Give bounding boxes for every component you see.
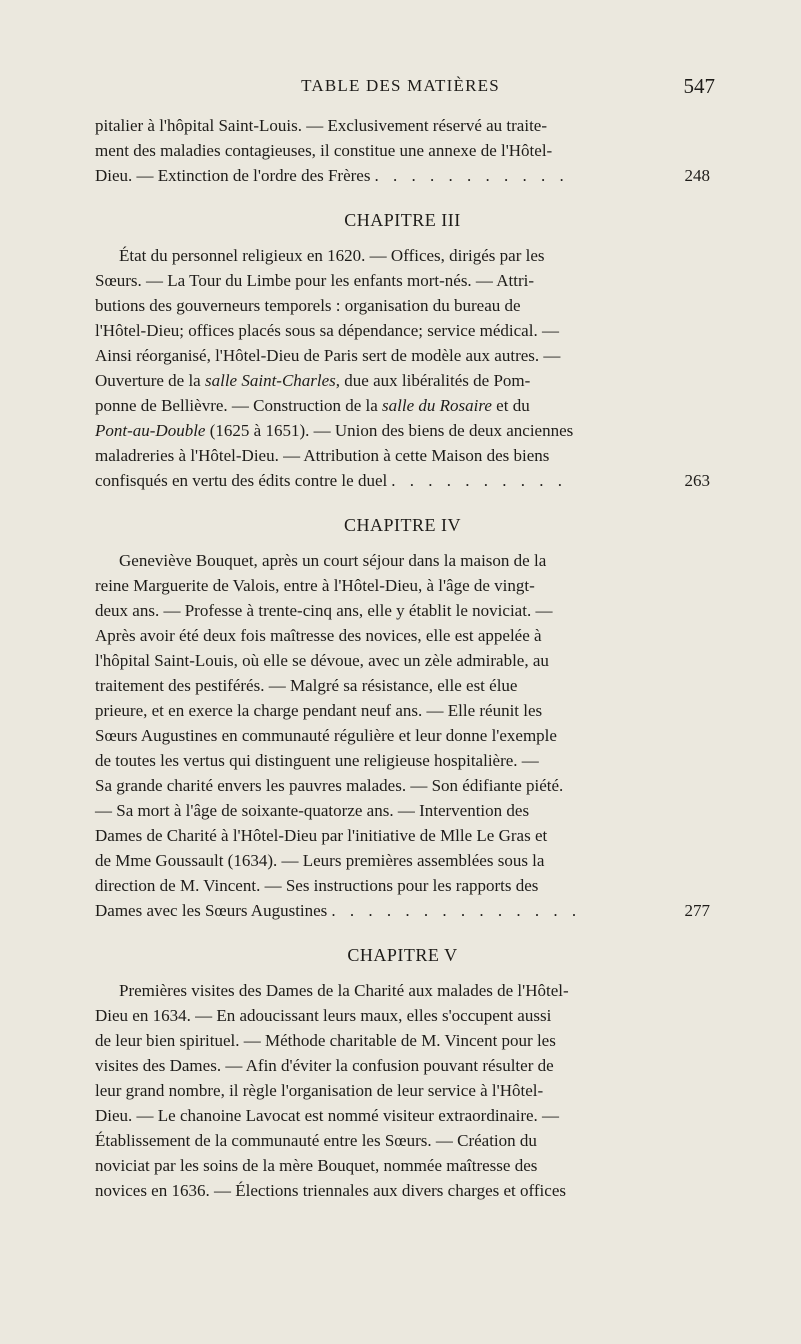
leader-line	[95, 163, 710, 188]
page-number: 547	[683, 74, 715, 98]
text-line: Sœurs. — La Tour du Limbe pour les enfants mort-nés. — Attri-	[95, 271, 535, 290]
text-line: pitalier à l'hôpital Saint-Louis. — Exclusivement réservé au traite-	[95, 116, 548, 135]
text-segment: ponne de Bellièvre. — Construction de la	[95, 396, 383, 415]
text-line: Après avoir été deux fois maîtresse des novices, elle est appelée à	[95, 626, 542, 645]
text-line: État du personnel religieux en 1620. — Offices, dirigés par les	[119, 246, 545, 265]
dot-leader: . . . . . . . . . . . . . .	[331, 901, 582, 920]
text-line	[95, 368, 710, 393]
text-segment: (1625 à 1651). — Union des biens de deux anciennes	[205, 421, 574, 440]
text-line: Dieu en 1634. — En adoucissant leurs maux, elles s'occupent aussi	[95, 1006, 552, 1025]
text-line: de leur bien spirituel. — Méthode charitable de M. Vincent pour les	[95, 1031, 556, 1050]
text-line	[95, 393, 710, 418]
text-line: Dieu. — Le chanoine Lavocat est nommé visiteur extraordinaire. —	[95, 1106, 560, 1125]
chapter-iv-summary	[95, 548, 710, 923]
text-line: visites des Dames. — Afin d'éviter la confusion pouvant résulter de	[95, 1056, 554, 1075]
italic-title: salle Saint-Charles	[204, 371, 336, 390]
text-line: Sœurs Augustines en communauté régulière et leur donne l'exemple	[95, 726, 557, 745]
text-line: de toutes les vertus qui distinguent une religieuse hospitalière. —	[95, 751, 539, 770]
text-segment: et du	[491, 396, 530, 415]
text-line: — Sa mort à l'âge de soixante-quatorze ans. — Intervention des	[95, 801, 530, 820]
text-line: de Mme Goussault (1634). — Leurs premières assemblées sous la	[95, 851, 545, 870]
page-reference: 248	[684, 166, 710, 185]
text-line: maladreries à l'Hôtel-Dieu. — Attribution à cette Maison des biens	[95, 446, 550, 465]
text-line: Sa grande charité envers les pauvres malades. — Son édifiante piété.	[95, 776, 564, 795]
leader-line	[95, 468, 710, 493]
table-of-contents	[95, 113, 710, 1203]
entry-last-line: Dames avec les Sœurs Augustines	[95, 901, 328, 920]
chapter-iii-summary	[95, 243, 710, 493]
text-line: Premières visites des Dames de la Charité aux malades de l'Hôtel-	[119, 981, 569, 1000]
entry-last-line: confisqués en vertu des édits contre le duel	[95, 471, 388, 490]
text-line	[95, 418, 710, 443]
chapter-heading-iii: CHAPITRE III	[344, 210, 461, 230]
entry-last-line: Dieu. — Extinction de l'ordre des Frères	[95, 166, 371, 185]
chapter-v-summary	[95, 978, 710, 1203]
text-line: noviciat par les soins de la mère Bouquet, nommée maîtresse des	[95, 1156, 538, 1175]
page-reference: 263	[684, 471, 710, 490]
toc-entry-continuation	[95, 113, 710, 188]
chapter-heading-iv: CHAPITRE IV	[344, 515, 461, 535]
italic-title: Pont-au-Double	[95, 421, 206, 440]
text-line: Ainsi réorganisé, l'Hôtel-Dieu de Paris sert de modèle aux autres. —	[95, 346, 561, 365]
running-header	[0, 76, 801, 100]
text-segment: Ouverture de la	[95, 371, 205, 390]
text-line: Établissement de la communauté entre les Sœurs. — Création du	[95, 1131, 537, 1150]
text-line: Geneviève Bouquet, après un court séjour dans la maison de la	[119, 551, 547, 570]
text-line: Dames de Charité à l'Hôtel-Dieu par l'initiative de Mlle Le Gras et	[95, 826, 548, 845]
text-line: butions des gouverneurs temporels : organisation du bureau de	[95, 296, 521, 315]
text-segment: , due aux libéralités de Pom-	[335, 371, 531, 390]
page-reference: 277	[684, 901, 710, 920]
text-line: prieure, et en exerce la charge pendant neuf ans. — Elle réunit les	[95, 701, 543, 720]
dot-leader: . . . . . . . . . .	[391, 471, 567, 490]
text-line: l'Hôtel-Dieu; offices placés sous sa dépendance; service médical. —	[95, 321, 559, 340]
text-line: novices en 1636. — Élections triennales aux divers charges et offices	[95, 1181, 566, 1200]
text-line: direction de M. Vincent. — Ses instructions pour les rapports des	[95, 876, 539, 895]
text-line: deux ans. — Professe à trente-cinq ans, elle y établit le noviciat. —	[95, 601, 553, 620]
running-title: TABLE DES MATIÈRES	[301, 76, 500, 95]
text-line: l'hôpital Saint-Louis, où elle se dévoue, avec un zèle admirable, au	[95, 651, 549, 670]
text-line: reine Marguerite de Valois, entre à l'Hôtel-Dieu, à l'âge de vingt-	[95, 576, 535, 595]
italic-title: salle du Rosaire	[382, 396, 492, 415]
text-line: traitement des pestiférés. — Malgré sa résistance, elle est élue	[95, 676, 518, 695]
chapter-heading-v: CHAPITRE V	[347, 945, 458, 965]
text-line: ment des maladies contagieuses, il constitue une annexe de l'Hôtel-	[95, 141, 553, 160]
dot-leader: . . . . . . . . . . .	[374, 166, 569, 185]
text-line: leur grand nombre, il règle l'organisation de leur service à l'Hôtel-	[95, 1081, 544, 1100]
leader-line	[95, 898, 710, 923]
